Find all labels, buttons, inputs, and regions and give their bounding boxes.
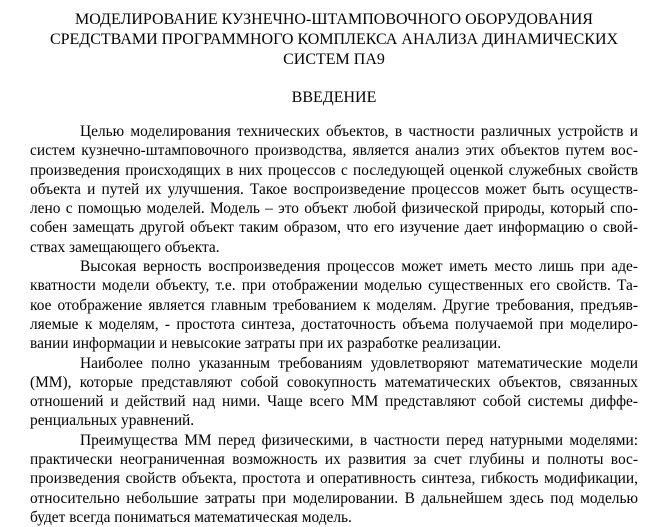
- paragraph: [30, 431, 638, 527]
- title-line: СРЕДСТВАМИ ПРОГРАММНОГО КОМПЛЕКСА АНАЛИЗА ДИНАМИЧЕСКИХ: [49, 31, 619, 48]
- title-line: МОДЕЛИРОВАНИЕ КУЗНЕЧНО-ШТАМПОВОЧНОГО ОБОРУДОВАНИЯ: [75, 11, 593, 28]
- paragraph: [30, 122, 638, 257]
- text-line: ренциальных уравнений.: [30, 412, 195, 430]
- text-line: Наиболее полно указанным требованиям удовлетворяют математические модели: [80, 354, 638, 372]
- text-line: вании информации и невысокие затраты при их разработке реализации.: [30, 335, 502, 353]
- text-line: будет всегда пониматься математическая модель.: [30, 508, 352, 526]
- text-line: практически неограниченная возможность их развития за счет глубины и полноты вос-: [30, 451, 638, 469]
- text-line: объекта и путей их улучшения. Такое воспроизведение процессов может быть осуществ-: [30, 180, 638, 198]
- text-line: кое отображение является главным требованием к моделям. Другие требования, предъяв-: [30, 296, 638, 314]
- text-line: ляемые к моделям, - простота синтеза, достаточность объема получаемой при моделиро-: [30, 315, 638, 333]
- text-line: относительно небольшие затраты при моделировании. В дальнейшем здесь под моделью: [30, 489, 638, 507]
- title-line: СИСТЕМ ПА9: [283, 51, 385, 68]
- text-line: Высокая верность воспроизведения процессов может иметь место лишь при аде-: [80, 258, 638, 276]
- section-heading: ВВЕДЕНИЕ: [291, 89, 377, 106]
- text-line: систем кузнечно-штамповочного производства, является анализ этих объектов путем вос-: [30, 142, 638, 160]
- text-line: Преимущества ММ перед физическими, в частности перед натурными моделями:: [80, 431, 638, 449]
- text-line: кватности модели объекту, т.е. при отображении моделью существенных его свойств. Та-: [30, 277, 638, 295]
- text-line: произведения происходящих в них процессов с последующей оценкой служебных свойств: [30, 161, 638, 179]
- text-line: ствах замещающего объекта.: [30, 238, 220, 256]
- document-title: [30, 10, 638, 70]
- text-line: Целью моделирования технических объектов, в частности различных устройств и: [80, 123, 638, 140]
- text-line: произведения свойств объекта, простота и оперативность синтеза, гибкость модификации,: [30, 470, 638, 488]
- text-line: собен замещать другой объект таким образом, что его изучение дает информацию о свой-: [30, 219, 638, 237]
- text-line: (ММ), которые представляют собой совокупность математических объектов, связанных: [30, 373, 638, 391]
- text-line: лено с помощью моделей. Модель – это объект любой физической природы, который спо-: [30, 200, 638, 218]
- text-line: отношений и действий над ними. Чаще всего ММ представляют собой системы диффе-: [30, 393, 638, 411]
- paragraph: [30, 257, 638, 353]
- body-text: [30, 122, 638, 527]
- paragraph: [30, 354, 638, 431]
